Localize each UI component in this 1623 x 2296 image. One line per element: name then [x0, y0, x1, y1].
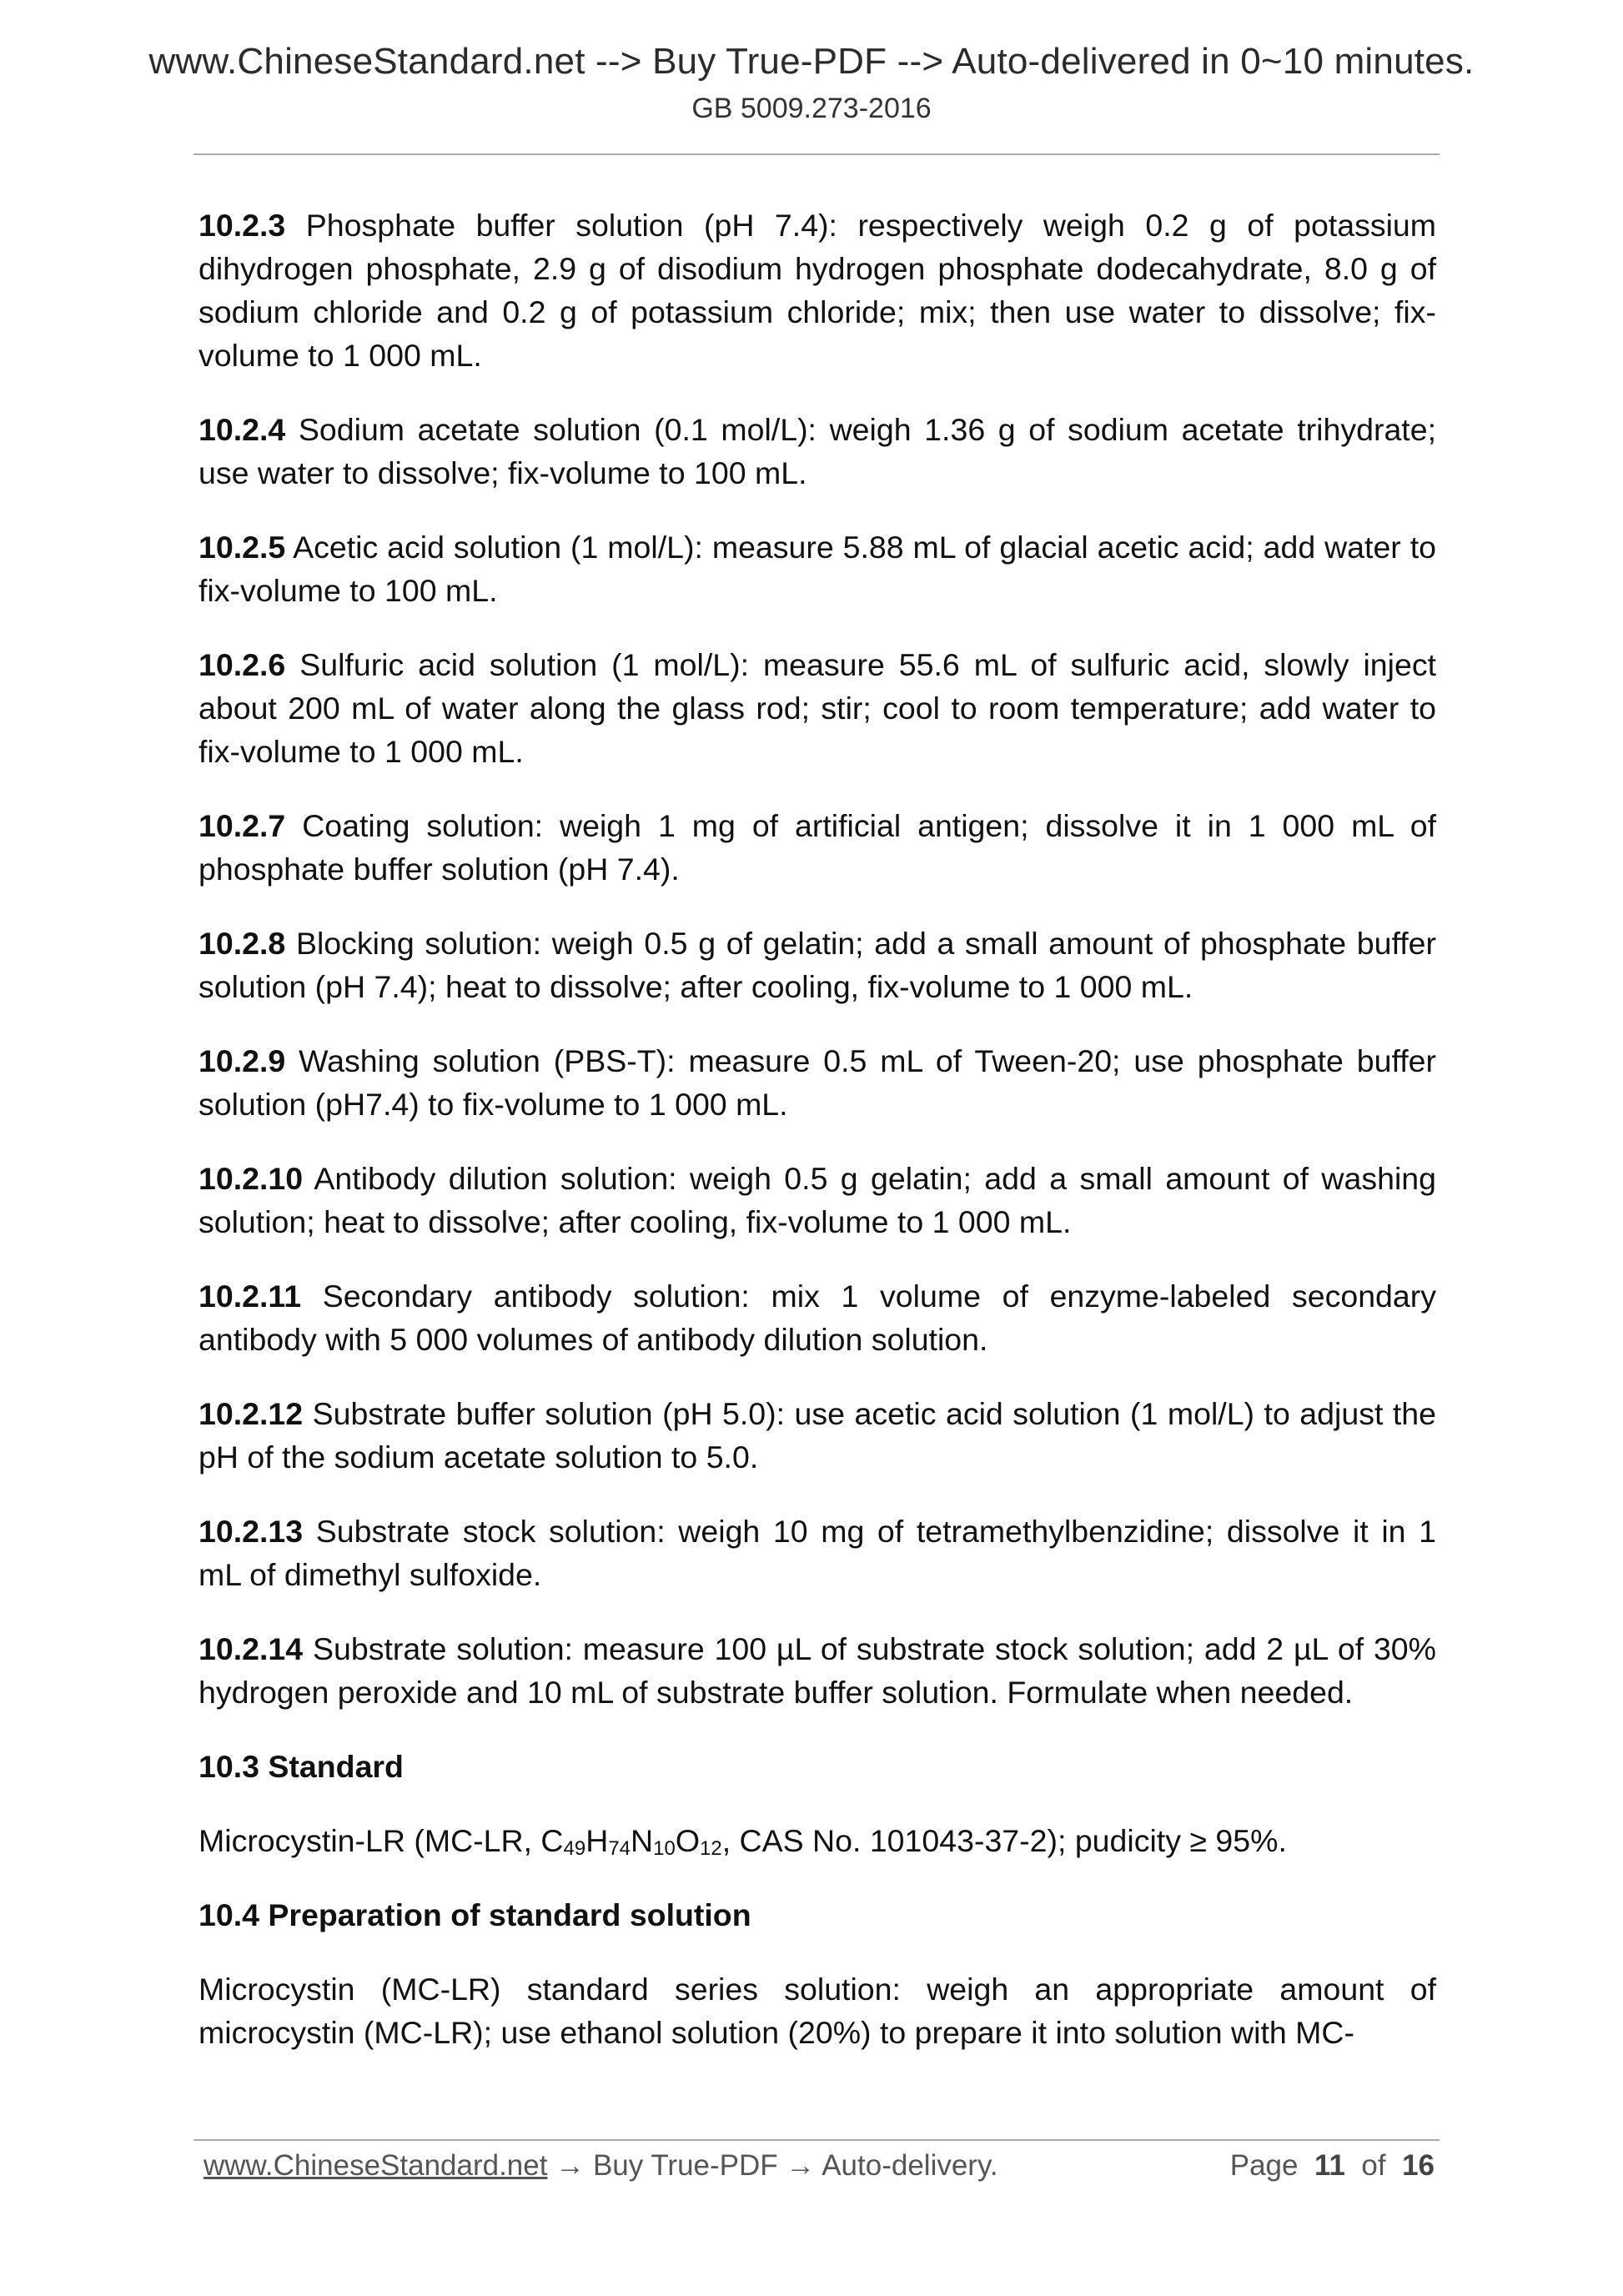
standard-solution-description: Microcystin (MC-LR) standard series solution: weigh an appropriate amount of microcystin (MC-LR); use ethanol solution (20%) to prepare it into solution with MC-: [198, 1972, 1436, 2050]
current-page-number: 11: [1314, 2149, 1345, 2182]
clause-number: 10.2.12: [198, 1396, 304, 1431]
clause-text: Blocking solution: weigh 0.5 g of gelatin; add a small amount of phosphate buffer solution (pH 7.4); heat to dissolve; after cooling, fix-volume to 1 000 mL.: [198, 926, 1436, 1004]
clause-text: Coating solution: weigh 1 mg of artificial antigen; dissolve it in 1 000 mL of phosphate buffer solution (pH 7.4).: [198, 808, 1436, 887]
clause-text: Secondary antibody solution: mix 1 volume of enzyme-labeled secondary antibody with 5 000 volumes of antibody dilution solution.: [198, 1279, 1436, 1357]
header-divider: [193, 153, 1440, 155]
clause-number: 10.2.7: [198, 808, 286, 843]
paragraph-10-2-13: [198, 1510, 1436, 1596]
standard-text-start: Microcystin-LR (MC-LR, C: [198, 1823, 564, 1858]
clause-number: 10.2.13: [198, 1514, 304, 1549]
footer-divider: [193, 2139, 1440, 2141]
paragraph-10-2-9: [198, 1039, 1436, 1126]
clause-text: Sodium acetate solution (0.1 mol/L): weigh 1.36 g of sodium acetate trihydrate; use water to dissolve; fix-volume to 100 mL.: [198, 412, 1436, 490]
paragraph-10-2-3: [198, 203, 1436, 377]
page-label: Page: [1229, 2149, 1299, 2182]
header-banner: www.ChineseStandard.net --> Buy True-PDF --> Auto-delivered in 0~10 minutes.: [148, 41, 1475, 82]
document-body: [198, 203, 1436, 2054]
arrow-right-icon: →: [555, 2149, 585, 2182]
paragraph-10-2-4: [198, 408, 1436, 495]
clause-text: Substrate stock solution: weigh 10 mg of tetramethylbenzidine; dissolve it in 1 mL of dimethyl sulfoxide.: [198, 1514, 1436, 1592]
formula-subscript: 49: [563, 1837, 586, 1860]
clause-number: 10.2.11: [198, 1279, 302, 1314]
page-indicator: [1230, 2145, 1435, 2187]
clause-text: Antibody dilution solution: weigh 0.5 g gelatin; add a small amount of washing solution; heat to dissolve; after cooling, fix-volume to 1 000 mL.: [198, 1161, 1436, 1239]
paragraph-10-2-14: [198, 1627, 1436, 1714]
page-of-label: of: [1361, 2149, 1386, 2182]
clause-number: 10.2.3: [198, 208, 286, 243]
clause-text: Substrate buffer solution (pH 5.0): use acetic acid solution (1 mol/L) to adjust the pH of the sodium acetate solution to 5.0.: [198, 1396, 1436, 1475]
standard-description: [198, 1819, 1436, 1862]
formula-subscript: 12: [699, 1837, 722, 1860]
section-heading-10-3: 10.3 Standard: [198, 1749, 404, 1784]
paragraph-10-2-10: [198, 1157, 1436, 1243]
auto-delivery-text: Auto-delivery.: [822, 2149, 998, 2182]
page-header: [0, 38, 1623, 127]
clause-number: 10.2.6: [198, 647, 286, 682]
clause-number: 10.2.5: [198, 530, 286, 565]
page-footer: [204, 2145, 1435, 2187]
standard-text-end: , CAS No. 101043-37-2); pudicity ≥ 95%.: [721, 1823, 1287, 1858]
clause-number: 10.2.4: [198, 412, 286, 447]
formula-subscript: 74: [608, 1837, 631, 1860]
clause-text: Washing solution (PBS-T): measure 0.5 mL of Tween-20; use phosphate buffer solution (pH7.4) to fix-volume to 1 000 mL.: [198, 1043, 1436, 1122]
clause-number: 10.2.8: [198, 926, 286, 961]
clause-number: 10.2.10: [198, 1161, 304, 1196]
paragraph-10-2-8: [198, 922, 1436, 1008]
paragraph-10-2-7: [198, 804, 1436, 891]
paragraph-10-2-5: [198, 525, 1436, 612]
formula-subscript: 10: [653, 1837, 676, 1860]
buy-true-pdf-text: Buy True-PDF: [592, 2149, 778, 2182]
clause-number: 10.2.14: [198, 1631, 304, 1666]
arrow-right-icon: →: [786, 2149, 816, 2182]
formula-element: N: [631, 1823, 654, 1858]
site-link[interactable]: www.ChineseStandard.net: [204, 2149, 548, 2182]
paragraph-10-2-11: [198, 1274, 1436, 1361]
clause-text: Sulfuric acid solution (1 mol/L): measure 55.6 mL of sulfuric acid, slowly inject about 200 mL of water along the glass rod; stir; cool to room temperature; add water to fix-volume to 1 000 mL.: [198, 647, 1437, 769]
clause-number: 10.2.9: [198, 1043, 286, 1078]
clause-text: Phosphate buffer solution (pH 7.4): respectively weigh 0.2 g of potassium dihydrogen phosphate, 2.9 g of disodium hydrogen phosphate dodecahydrate, 8.0 g of sodium chloride and 0.2 g of potassium chloride; mix; then use water to dissolve; fix-volume to 1 000 mL.: [198, 208, 1437, 373]
paragraph-10-2-6: [198, 643, 1436, 773]
document-number: GB 5009.273-2016: [691, 93, 932, 124]
clause-text: Acetic acid solution (1 mol/L): measure 5.88 mL of glacial acetic acid; add water to fix-volume to 100 mL.: [198, 530, 1436, 608]
footer-links: [204, 2145, 998, 2187]
paragraph-10-2-12: [198, 1392, 1436, 1479]
total-page-number: 16: [1402, 2149, 1435, 2182]
section-heading-10-4: 10.4 Preparation of standard solution: [198, 1897, 751, 1932]
formula-element: H: [585, 1823, 609, 1858]
formula-element: O: [675, 1823, 700, 1858]
clause-text: Substrate solution: measure 100 µL of substrate stock solution; add 2 µL of 30% hydrogen peroxide and 10 mL of substrate buffer solution. Formulate when needed.: [198, 1631, 1436, 1710]
